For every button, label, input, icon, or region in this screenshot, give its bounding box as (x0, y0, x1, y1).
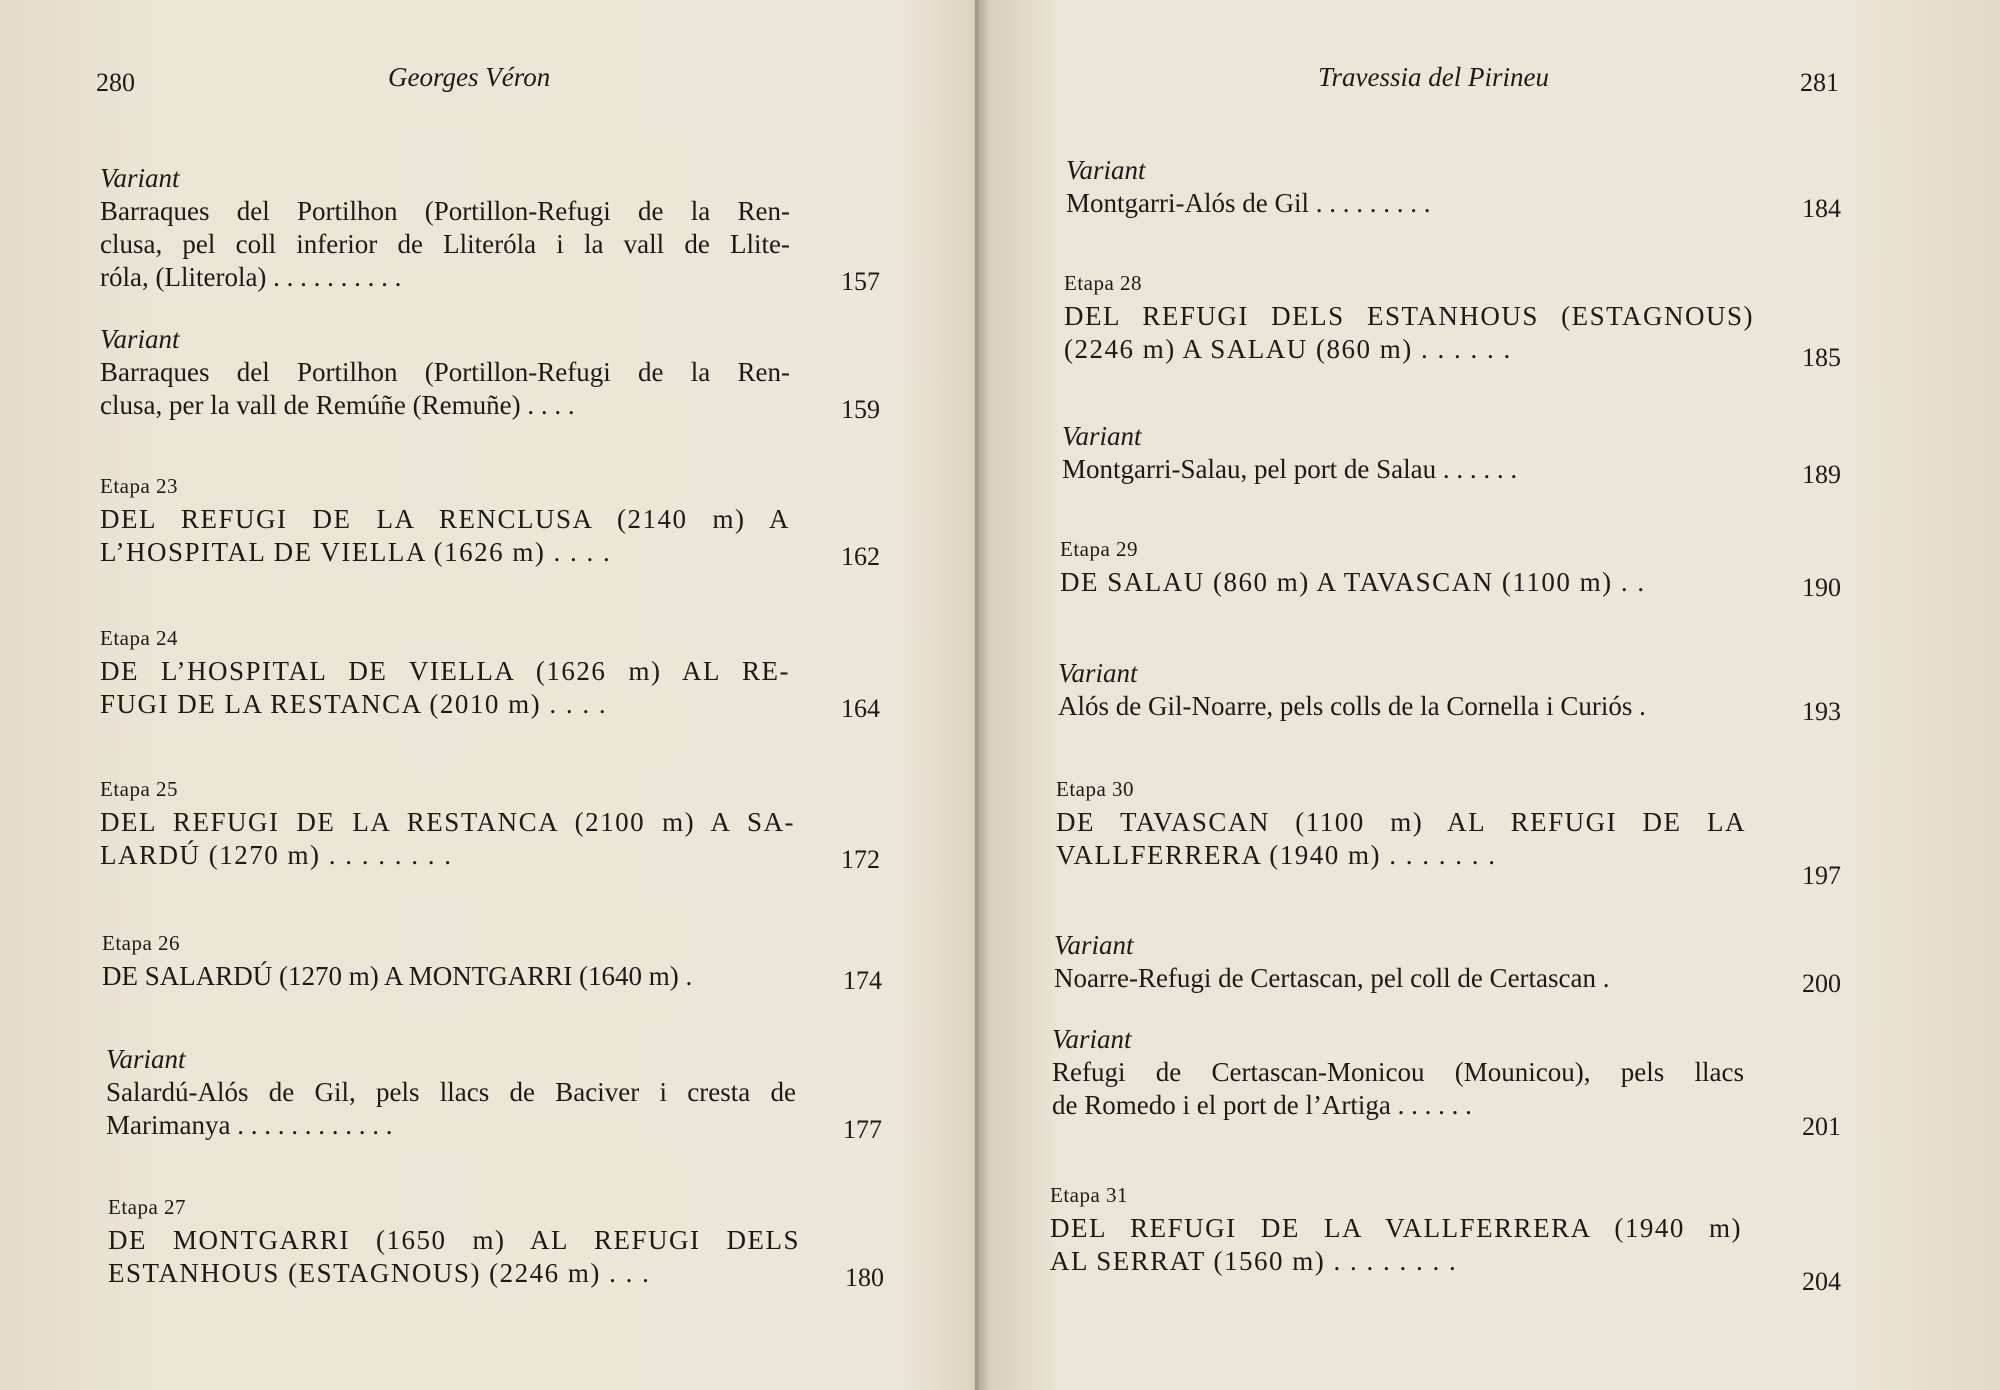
left-page (0, 0, 960, 1390)
entry-label: Variant (1062, 421, 1142, 451)
toc-entry (100, 162, 880, 294)
entry-line: DEL REFUGI DE LA VALLFERRERA (1940 m) (1050, 1213, 1742, 1243)
entry-line: DE TAVASCAN (1100 m) AL REFUGI DE LA (1056, 807, 1746, 837)
left-page-number: 280 (96, 68, 135, 97)
entry-label: Variant (100, 324, 180, 354)
entry-line: DEL REFUGI DE LA RENCLUSA (2140 m) A (100, 504, 790, 534)
entry-line: Montgarri-Salau, pel port de Salau . . . . . . (1062, 454, 1518, 484)
toc-entry (108, 1191, 884, 1290)
entry-line: Marimanya . . . . . . . . . . . . (106, 1110, 393, 1140)
entry-page-number: 185 (1802, 343, 1841, 372)
entry-line: Noarre-Refugi de Certascan, pel coll de Certascan . (1054, 963, 1610, 993)
toc-entry (1056, 773, 1841, 890)
entry-line: clusa, per la vall de Remúñe (Remuñe) . . . . (100, 390, 575, 420)
entry-line: DE MONTGARRI (1650 m) AL REFUGI DELS (108, 1225, 800, 1255)
entry-page-number: 172 (841, 845, 880, 874)
toc-entry (100, 470, 880, 569)
entry-page-number: 197 (1802, 861, 1841, 890)
entry-page-number: 193 (1802, 697, 1841, 726)
entry-label: Variant (1054, 930, 1134, 960)
toc-entry (1062, 420, 1841, 489)
toc-entry (1052, 1023, 1841, 1141)
left-running-head: Georges Véron (388, 62, 551, 92)
entry-line: ESTANHOUS (ESTAGNOUS) (2246 m) . . . (108, 1258, 651, 1288)
entry-label: Etapa 30 (1056, 777, 1135, 801)
right-page-number: 281 (1800, 68, 1839, 97)
entry-line: de Romedo i el port de l’Artiga . . . . . . (1052, 1090, 1472, 1120)
entry-line: AL SERRAT (1560 m) . . . . . . . . (1050, 1246, 1458, 1276)
entry-line: DEL REFUGI DELS ESTANHOUS (ESTAGNOUS) (1064, 301, 1754, 331)
entry-line: clusa, pel coll inferior de Lliteróla i la vall de Llite- (100, 229, 790, 259)
entry-line: Montgarri-Alós de Gil . . . . . . . . . (1066, 188, 1431, 218)
toc-entry (100, 622, 880, 721)
entry-line: LARDÚ (1270 m) . . . . . . . . (100, 840, 453, 870)
entry-line: Barraques del Portilhon (Portillon-Refugi de la Ren- (100, 196, 790, 226)
toc-entry (1054, 929, 1841, 998)
entry-label: Etapa 23 (100, 474, 179, 498)
entry-label: Variant (1066, 155, 1146, 185)
entry-label: Variant (106, 1044, 186, 1074)
toc-entry (100, 323, 880, 422)
entry-label: Etapa 27 (108, 1195, 187, 1219)
right-running-head: Travessia del Pirineu (1318, 62, 1549, 92)
entry-line: Alós de Gil-Noarre, pels colls de la Cornella i Curiós . (1058, 691, 1646, 721)
entry-line: DE SALARDÚ (1270 m) A MONTGARRI (1640 m) . (102, 961, 693, 991)
entry-page-number: 201 (1802, 1112, 1841, 1141)
entry-page-number: 174 (843, 966, 882, 995)
entry-page-number: 189 (1802, 460, 1841, 489)
entry-page-number: 157 (841, 267, 880, 296)
entry-line: DE L’HOSPITAL DE VIELLA (1626 m) AL RE- (100, 656, 790, 686)
entry-line: VALLFERRERA (1940 m) . . . . . . . (1056, 840, 1497, 870)
entry-page-number: 190 (1802, 573, 1841, 602)
entry-line: DEL REFUGI DE LA RESTANCA (2100 m) A SA- (100, 807, 795, 837)
entry-line: Barraques del Portilhon (Portillon-Refugi de la Ren- (100, 357, 790, 387)
entry-page-number: 162 (841, 542, 880, 571)
entry-page-number: 177 (843, 1115, 882, 1144)
entry-line: L’HOSPITAL DE VIELLA (1626 m) . . . . (100, 537, 612, 567)
entry-page-number: 164 (841, 694, 880, 723)
entry-label: Etapa 24 (100, 626, 179, 650)
toc-entry (1050, 1179, 1841, 1296)
entry-line: FUGI DE LA RESTANCA (2010 m) . . . . (100, 689, 608, 719)
entry-line: róla, (Lliterola) . . . . . . . . . . (100, 262, 402, 292)
entry-page-number: 204 (1802, 1267, 1841, 1296)
entry-line: (2246 m) A SALAU (860 m) . . . . . . (1064, 334, 1512, 364)
right-page (1000, 0, 1960, 1390)
entry-label: Etapa 31 (1050, 1183, 1129, 1207)
toc-entry (1064, 267, 1841, 372)
toc-entry (106, 1043, 882, 1142)
entry-line: DE SALAU (860 m) A TAVASCAN (1100 m) . . (1060, 567, 1646, 597)
entry-label: Variant (1058, 658, 1138, 688)
entry-label: Etapa 29 (1060, 537, 1139, 561)
entry-line: Salardú-Alós de Gil, pels llacs de Baciver i cresta de (106, 1077, 796, 1107)
entry-page-number: 184 (1802, 194, 1841, 223)
toc-entry (102, 927, 882, 993)
book-gutter (975, 0, 979, 1390)
toc-entry (1066, 154, 1841, 223)
toc-entry (100, 773, 880, 872)
toc-entry (1060, 533, 1841, 602)
entry-label: Variant (1052, 1024, 1132, 1054)
entry-label: Etapa 26 (102, 931, 181, 955)
entry-label: Etapa 25 (100, 777, 179, 801)
toc-entry (1058, 657, 1841, 726)
entry-page-number: 159 (841, 395, 880, 424)
entry-label: Variant (100, 163, 180, 193)
entry-page-number: 200 (1802, 969, 1841, 998)
entry-label: Etapa 28 (1064, 271, 1143, 295)
entry-line: Refugi de Certascan-Monicou (Mounicou), pels llacs (1052, 1057, 1744, 1087)
entry-page-number: 180 (845, 1263, 884, 1292)
